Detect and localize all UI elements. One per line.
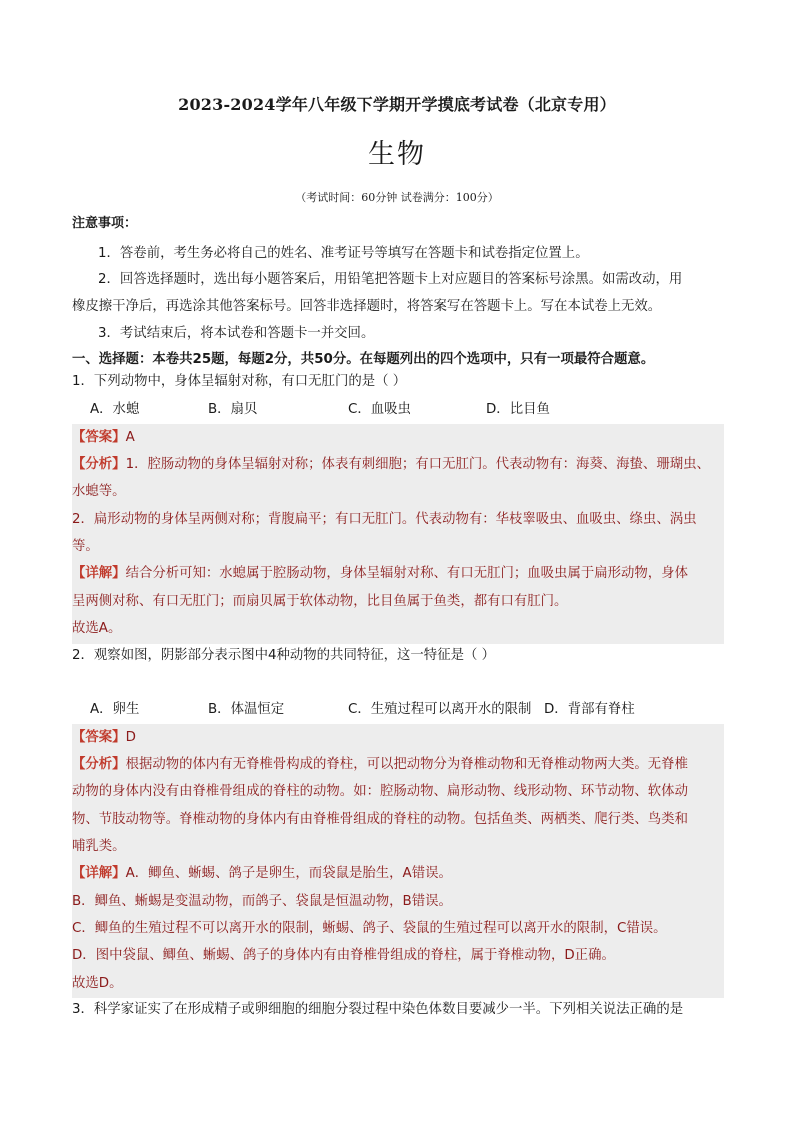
option-d: D．比目鱼 (486, 402, 550, 417)
answer-tag: 【答案】 (72, 430, 126, 445)
answer-line (72, 724, 724, 752)
question-2-stem: 2．观察如图，阴影部分表示图中4种动物的共同特征，这一特征是（ ） (72, 648, 496, 663)
option-c: C．血吸虫 (348, 402, 411, 417)
option-a: A．卵生 (90, 702, 140, 717)
detail-text: 结合分析可知：水螅属于腔肠动物，身体呈辐射对称、有口无肛门；血吸虫属于扁形动物，身体 (125, 566, 688, 581)
detail-tag: 【详解】 (72, 866, 126, 881)
exam-info: （考试时间：60分钟 试卷满分：100分） (295, 191, 499, 204)
option-b: B．体温恒定 (208, 702, 285, 717)
analysis-line-3: 物、节肢动物等。脊椎动物的身体内有由脊椎骨组成的脊柱的动物。包括鱼类、两栖类、爬行类、鸟类和 (72, 812, 688, 827)
analysis-line-4: 等。 (72, 539, 99, 554)
notice-item-2-line-2: 橡皮擦干净后，再选涂其他答案标号。回答非选择题时，将答案写在答题卡上。写在本试卷上无效。 (72, 299, 662, 314)
option-c: C．生殖过程可以离开水的限制 (348, 702, 532, 717)
question-1-options (90, 398, 730, 422)
question-2-options (90, 698, 730, 722)
question-1-answer-box (72, 424, 724, 644)
answer-value: D (125, 730, 136, 745)
detail-line-2: B．鲫鱼、蜥蜴是变温动物，而鸽子、袋鼠是恒温动物，B错误。 (72, 894, 452, 909)
section-desc: 本卷共25题，每题2分，共50分。在每题列出的四个选项中，只有一项最符合题意。 (152, 352, 655, 367)
conclusion: 故选D。 (72, 976, 123, 991)
analysis-line-1 (72, 751, 724, 779)
option-d: D．背部有脊柱 (544, 702, 635, 717)
answer-value: A (125, 430, 135, 445)
answer-tag: 【答案】 (72, 730, 126, 745)
analysis-line-1 (72, 451, 724, 479)
analysis-tag: 【分析】 (72, 457, 126, 472)
detail-line-1 (72, 560, 724, 588)
detail-tag: 【详解】 (72, 566, 126, 581)
detail-line-4: D．图中袋鼠、鲫鱼、蜥蜴、鸽子的身体内有由脊椎骨组成的脊柱，属于脊椎动物，D正确。 (72, 948, 615, 963)
subject-heading: 生物 (368, 139, 426, 170)
analysis-line-3: 2．扁形动物的身体呈两侧对称；背腹扁平；有口无肛门。代表动物有：华枝睾吸虫、血吸虫、绦虫、涡虫 (72, 512, 697, 527)
analysis-text: 根据动物的体内有无脊椎骨构成的脊柱，可以把动物分为脊椎动物和无脊椎动物两大类。无脊椎 (125, 757, 688, 772)
notice-item-1: 1．答卷前，考生务必将自己的姓名、准考证号等填写在答题卡和试卷指定位置上。 (98, 246, 589, 261)
notice-title: 注意事项： (72, 216, 138, 231)
detail-text: A．鲫鱼、蜥蜴、鸽子是卵生，而袋鼠是胎生，A错误。 (125, 866, 452, 881)
option-b: B．扇贝 (208, 402, 258, 417)
answer-line (72, 424, 724, 452)
exam-title: 2023-2024学年八年级下学期开学摸底考试卷（北京专用） (178, 95, 616, 114)
notice-item-2-line-1: 2．回答选择题时，选出每小题答案后，用铅笔把答题卡上对应题目的答案标号涂黑。如需改动，用 (98, 272, 683, 287)
section-label: 一、选择题： (72, 352, 153, 367)
option-a: A．水螅 (90, 402, 140, 417)
detail-line-1 (72, 860, 724, 888)
notice-item-3: 3．考试结束后，将本试卷和答题卡一并交回。 (98, 326, 375, 341)
question-2-answer-box (72, 724, 724, 998)
analysis-tag: 【分析】 (72, 757, 126, 772)
detail-line-2: 呈两侧对称、有口无肛门；而扇贝属于软体动物，比目鱼属于鱼类，都有口有肛门。 (72, 594, 568, 609)
conclusion: 故选A。 (72, 621, 122, 636)
detail-line-3: C．鲫鱼的生殖过程不可以离开水的限制，蜥蜴、鸽子、袋鼠的生殖过程可以离开水的限制，C错误。 (72, 921, 667, 936)
analysis-line-2: 动物的身体内没有由脊椎骨组成的脊柱的动物。如：腔肠动物、扁形动物、线形动物、环节动物、软体动 (72, 784, 688, 799)
section-heading (72, 348, 732, 372)
analysis-text: 1．腔肠动物的身体呈辐射对称；体表有刺细胞；有口无肛门。代表动物有：海葵、海蛰、珊瑚虫、 (125, 457, 710, 472)
analysis-line-2: 水螅等。 (72, 484, 126, 499)
analysis-line-4: 哺乳类。 (72, 839, 126, 854)
question-1-stem: 1．下列动物中，身体呈辐射对称，有口无肛门的是（ ） (72, 374, 407, 389)
question-3-stem: 3．科学家证实了在形成精子或卵细胞的细胞分裂过程中染色体数目要减少一半。下列相关说法正确的是 (72, 1002, 684, 1017)
